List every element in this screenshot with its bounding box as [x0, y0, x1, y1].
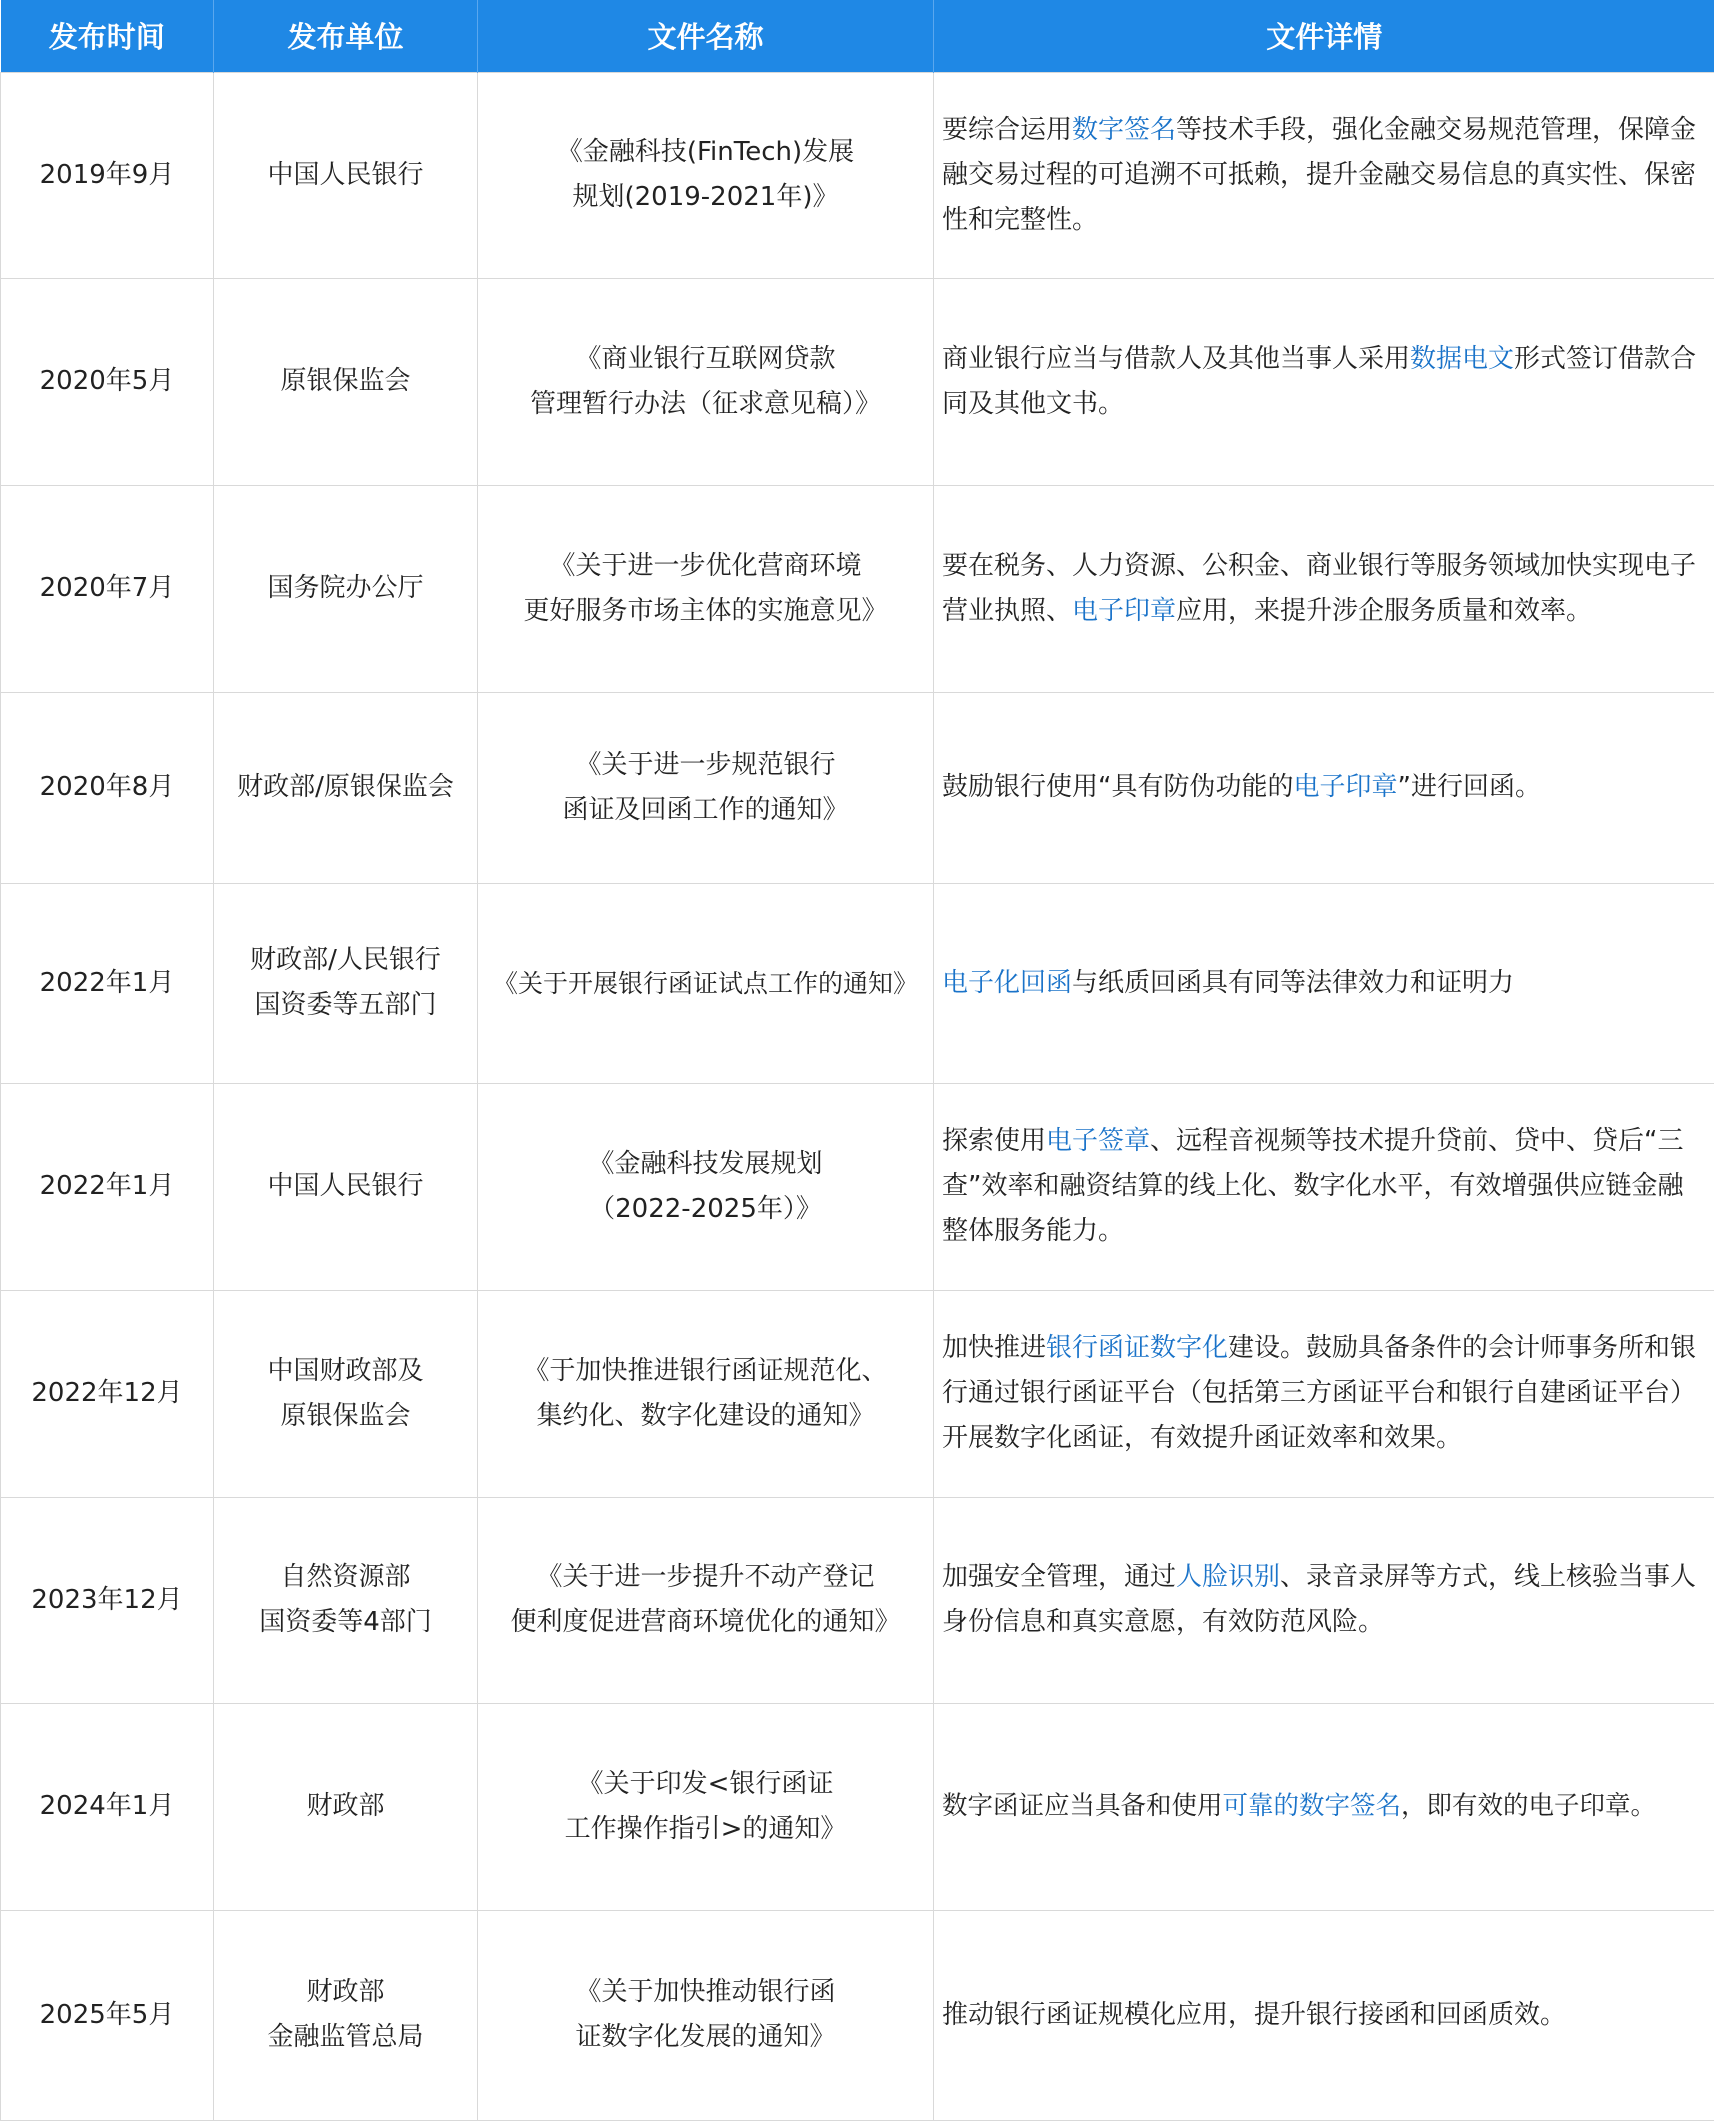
- cell-org: 财政部/原银保监会: [214, 692, 478, 883]
- cell-title: 《关于进一步规范银行 函证及回函工作的通知》: [478, 692, 934, 883]
- table-header: [1, 0, 1714, 72]
- cell-date: 2023年12月: [1, 1497, 214, 1703]
- cell-detail: 要在税务、人力资源、公积金、商业银行等服务领域加快实现电子营业执照、电子印章应用，来提升涉企服务质量和效率。: [934, 485, 1714, 692]
- cell-org: 自然资源部 国资委等4部门: [214, 1497, 478, 1703]
- cell-org: 财政部: [214, 1703, 478, 1910]
- cell-detail: 数字函证应当具备和使用可靠的数字签名，即有效的电子印章。: [934, 1703, 1714, 1910]
- cell-title: 《金融科技(FinTech)发展 规划(2019-2021年)》: [478, 72, 934, 278]
- cell-date: 2022年1月: [1, 883, 214, 1083]
- table-row: [1, 1497, 1714, 1703]
- table-row: [1, 1910, 1714, 2121]
- cell-org: 中国人民银行: [214, 72, 478, 278]
- cell-date: 2019年9月: [1, 72, 214, 278]
- cell-date: 2020年7月: [1, 485, 214, 692]
- cell-date: 2022年12月: [1, 1290, 214, 1497]
- table-row: [1, 692, 1714, 883]
- cell-title: 《于加快推进银行函证规范化、 集约化、数字化建设的通知》: [478, 1290, 934, 1497]
- highlight-keyword: 可靠的数字签名: [1222, 1791, 1402, 1821]
- cell-org: 原银保监会: [214, 278, 478, 485]
- table-row: [1, 883, 1714, 1083]
- highlight-keyword: 电子印章: [1293, 772, 1398, 802]
- highlight-keyword: 电子化回函: [942, 967, 1073, 998]
- cell-date: 2020年5月: [1, 278, 214, 485]
- highlight-keyword: 人脸识别: [1176, 1562, 1281, 1592]
- cell-detail: 推动银行函证规模化应用，提升银行接函和回函质效。: [934, 1910, 1714, 2121]
- cell-org: 财政部/人民银行 国资委等五部门: [214, 883, 478, 1083]
- highlight-keyword: 数字签名: [1072, 114, 1177, 145]
- highlight-keyword: 电子签章: [1046, 1126, 1151, 1156]
- cell-date: 2020年8月: [1, 692, 214, 883]
- cell-title: 《关于加快推动银行函 证数字化发展的通知》: [478, 1910, 934, 2121]
- highlight-keyword: 银行函证数字化: [1046, 1333, 1229, 1363]
- cell-org: 中国人民银行: [214, 1083, 478, 1290]
- cell-date: 2022年1月: [1, 1083, 214, 1290]
- highlight-keyword: 数据电文: [1410, 343, 1515, 374]
- table-row: [1, 72, 1714, 278]
- table-row: [1, 1290, 1714, 1497]
- table-row: [1, 1083, 1714, 1290]
- cell-detail: 要综合运用数字签名等技术手段，强化金融交易规范管理，保障金融交易过程的可追溯不可抵赖，提升金融交易信息的真实性、保密性和完整性。: [934, 72, 1714, 278]
- cell-title: 《关于进一步提升不动产登记 便利度促进营商环境优化的通知》: [478, 1497, 934, 1703]
- cell-title: 《关于进一步优化营商环境 更好服务市场主体的实施意见》: [478, 485, 934, 692]
- cell-org: 中国财政部及 原银保监会: [214, 1290, 478, 1497]
- header-title: 文件名称: [478, 0, 934, 72]
- table-body: [1, 72, 1714, 2121]
- cell-org: 国务院办公厅: [214, 485, 478, 692]
- table-row: [1, 278, 1714, 485]
- table-row: [1, 1703, 1714, 1910]
- cell-detail: 商业银行应当与借款人及其他当事人采用数据电文形式签订借款合同及其他文书。: [934, 278, 1714, 485]
- cell-date: 2025年5月: [1, 1910, 214, 2121]
- cell-org: 财政部 金融监管总局: [214, 1910, 478, 2121]
- cell-detail: 电子化回函与纸质回函具有同等法律效力和证明力: [934, 883, 1714, 1083]
- cell-title: 《关于印发<银行函证 工作操作指引>的通知》: [478, 1703, 934, 1910]
- cell-title: 《商业银行互联网贷款 管理暂行办法（征求意见稿）》: [478, 278, 934, 485]
- highlight-keyword: 电子印章: [1072, 595, 1177, 626]
- cell-detail: 鼓励银行使用“具有防伪功能的电子印章”进行回函。: [934, 692, 1714, 883]
- cell-detail: 加快推进银行函证数字化建设。鼓励具备条件的会计师事务所和银行通过银行函证平台（包括第三方函证平台和银行自建函证平台）开展数字化函证，有效提升函证效率和效果。: [934, 1290, 1714, 1497]
- cell-title: 《金融科技发展规划 （2022-2025年）》: [478, 1083, 934, 1290]
- cell-date: 2024年1月: [1, 1703, 214, 1910]
- cell-detail: 探索使用电子签章、远程音视频等技术提升贷前、贷中、贷后“三查”效率和融资结算的线上化、数字化水平，有效增强供应链金融整体服务能力。: [934, 1083, 1714, 1290]
- cell-detail: 加强安全管理，通过人脸识别、录音录屏等方式，线上核验当事人身份信息和真实意愿，有效防范风险。: [934, 1497, 1714, 1703]
- header-date: 发布时间: [1, 0, 214, 72]
- table-row: [1, 485, 1714, 692]
- header-detail: 文件详情: [934, 0, 1714, 72]
- header-row: [1, 0, 1714, 72]
- header-org: 发布单位: [214, 0, 478, 72]
- cell-title: 《关于开展银行函证试点工作的通知》: [478, 883, 934, 1083]
